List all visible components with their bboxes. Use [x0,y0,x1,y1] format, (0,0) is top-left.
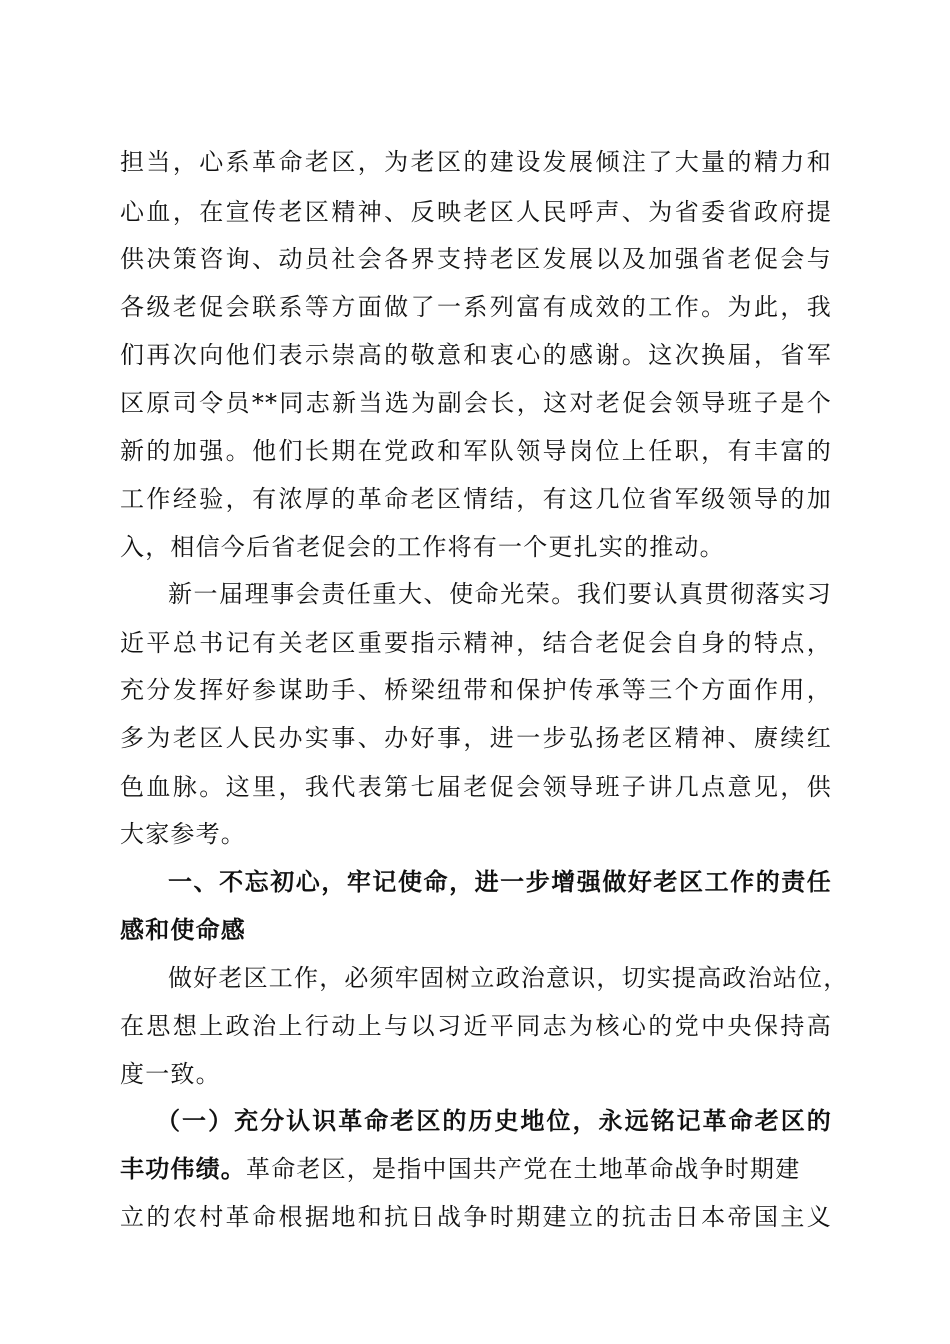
paragraph-start-line: 新一届理事会责任重大、使命光荣。我们要认真贯彻落实习 [168,580,832,608]
mixed-line [120,1149,832,1189]
text-line: 近平总书记有关老区重要指示精神，结合老促会自身的特点， [120,629,832,657]
text-line: 区原司令员**同志新当选为副会长，这对老促会领导班子是个 [120,389,832,417]
text-line: 入，相信今后省老促会的工作将有一个更扎实的推动。 [120,533,725,561]
text-line: 多为老区人民办实事、办好事，进一步弘扬老区精神、赓续红 [120,724,832,752]
text-line: 各级老促会联系等方面做了一系列富有成效的工作。为此，我 [120,293,832,321]
subsection-heading: （一）充分认识革命老区的历史地位，永远铭记革命老区的 [156,1107,832,1135]
text-line: 新的加强。他们长期在党政和军队领导岗位上任职，有丰富的 [120,437,832,465]
section-heading-continued: 感和使命感 [120,916,246,944]
text-line: 度一致。 [120,1060,221,1088]
text-line: 工作经验，有浓厚的革命老区情结，有这几位省军级领导的加 [120,485,832,513]
text-line: 心血，在宣传老区精神、反映老区人民呼声、为省委省政府提 [120,198,832,226]
subsection-heading-continued: 丰功伟绩。 [120,1155,246,1183]
text-line: 立的农村革命根据地和抗日战争时期建立的抗击日本帝国主义 [120,1203,832,1231]
text-span: 革命老区，是指中国共产党在土地革命战争时期建 [246,1155,801,1183]
text-line: 们再次向他们表示崇高的敬意和衷心的感谢。这次换届，省军 [120,341,832,369]
text-line: 供决策咨询、动员社会各界支持老区发展以及加强省老促会与 [120,245,832,273]
text-line: 充分发挥好参谋助手、桥梁纽带和保护传承等三个方面作用， [120,676,832,704]
text-line: 大家参考。 [120,820,246,848]
text-line: 在思想上政治上行动上与以习近平同志为核心的党中央保持高 [120,1012,832,1040]
section-heading: 一、不忘初心，牢记使命，进一步增强做好老区工作的责任 [168,868,832,896]
paragraph-start-line: 做好老区工作，必须牢固树立政治意识，切实提高政治站位， [168,964,849,992]
text-line: 担当，心系革命老区，为老区的建设发展倾注了大量的精力和 [120,148,832,176]
text-line: 色血脉。这里，我代表第七届老促会领导班子讲几点意见，供 [120,773,832,801]
